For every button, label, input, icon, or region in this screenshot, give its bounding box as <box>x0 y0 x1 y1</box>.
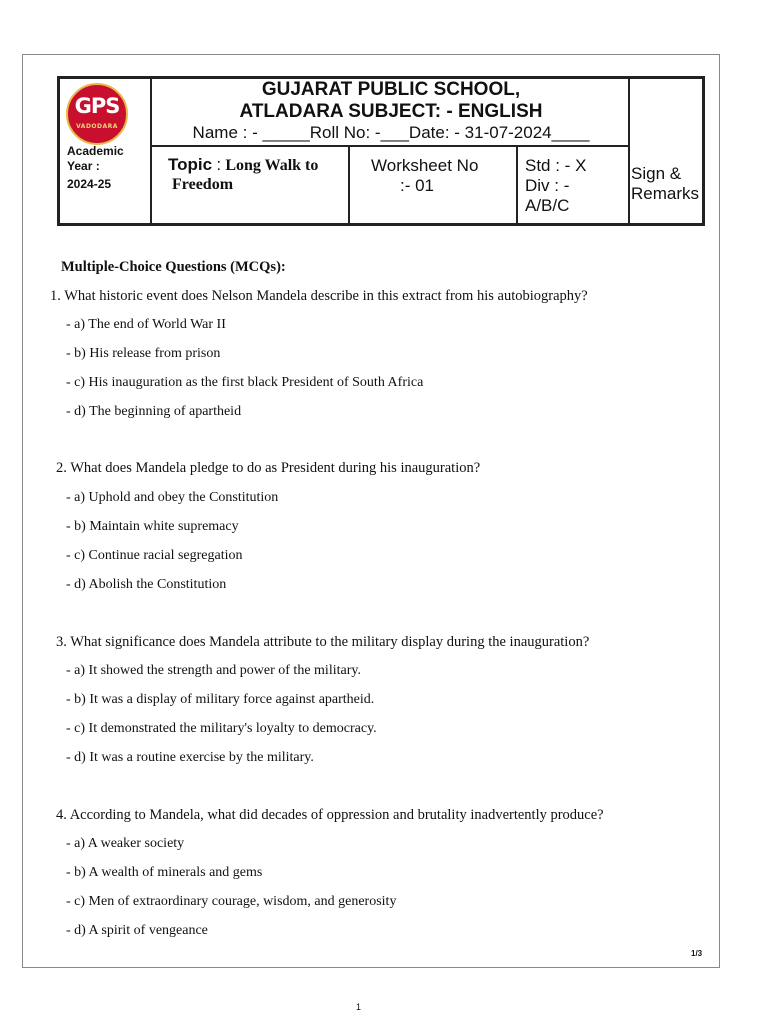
option-2d: - d) Abolish the Constitution <box>66 577 227 592</box>
option-1d: - d) The beginning of apartheid <box>66 404 242 419</box>
div-label: Div : - <box>525 176 570 195</box>
divider <box>152 145 628 147</box>
option-3b: - b) It was a display of military force against apartheid. <box>66 692 375 707</box>
section-title: Multiple-Choice Questions (MCQs): <box>61 259 286 275</box>
option-4d: - d) A spirit of vengeance <box>66 923 208 938</box>
logo-subtext: VADODARA <box>76 123 118 130</box>
remarks-label: Remarks <box>631 184 700 203</box>
question-1: 1. What historic event does Nelson Mandela describe in this extract from his autobiography? <box>50 288 588 304</box>
worksheet-number: :- 01 <box>400 176 435 195</box>
sign-label: Sign & <box>631 164 682 183</box>
std-value: Std : - X <box>525 156 587 175</box>
year-label: Year : <box>67 159 100 173</box>
option-3a: - a) It showed the strength and power of the military. <box>66 663 361 678</box>
topic-field <box>168 155 318 175</box>
question-2: 2. What does Mandela pledge to do as President during his inauguration? <box>56 460 481 476</box>
topic-value-cont: Freedom <box>172 176 234 193</box>
academic-label: Academic <box>67 144 124 158</box>
school-logo <box>66 83 128 145</box>
option-2b: - b) Maintain white supremacy <box>66 519 239 534</box>
divider <box>516 146 518 224</box>
worksheet-label: Worksheet No <box>371 156 479 175</box>
question-3: 3. What significance does Mandela attribute to the military display during the inauguration? <box>56 634 590 650</box>
footer-page-number: 1 <box>356 1002 362 1012</box>
year-value: 2024-25 <box>67 177 112 191</box>
option-4c: - c) Men of extraordinary courage, wisdom, and generosity <box>66 894 397 909</box>
name-roll-date-line: Name : - _____Roll No: -___Date: - 31-07-2024____ <box>192 123 590 142</box>
question-4: 4. According to Mandela, what did decades of oppression and brutality inadvertently produce? <box>56 807 604 823</box>
topic-label: Topic <box>168 155 213 174</box>
subject-line: ATLADARA SUBJECT: - ENGLISH <box>239 101 543 122</box>
topic-value: Long Walk to <box>225 157 319 174</box>
school-name: GUJARAT PUBLIC SCHOOL, <box>261 79 521 100</box>
option-3c: - c) It demonstrated the military's loyalty to democracy. <box>66 721 377 736</box>
logo-text: GPS <box>74 94 120 118</box>
option-3d: - d) It was a routine exercise by the military. <box>66 750 314 765</box>
topic-colon: : <box>216 155 222 174</box>
div-value: A/B/C <box>525 196 570 215</box>
option-1c: - c) His inauguration as the first black President of South Africa <box>66 375 424 390</box>
divider <box>348 146 350 224</box>
option-2a: - a) Uphold and obey the Constitution <box>66 490 279 505</box>
option-2c: - c) Continue racial segregation <box>66 548 243 563</box>
option-4a: - a) A weaker society <box>66 836 185 851</box>
option-1a: - a) The end of World War II <box>66 317 226 332</box>
option-1b: - b) His release from prison <box>66 346 221 361</box>
option-4b: - b) A wealth of minerals and gems <box>66 865 263 880</box>
page-indicator: 1/3 <box>691 949 703 958</box>
